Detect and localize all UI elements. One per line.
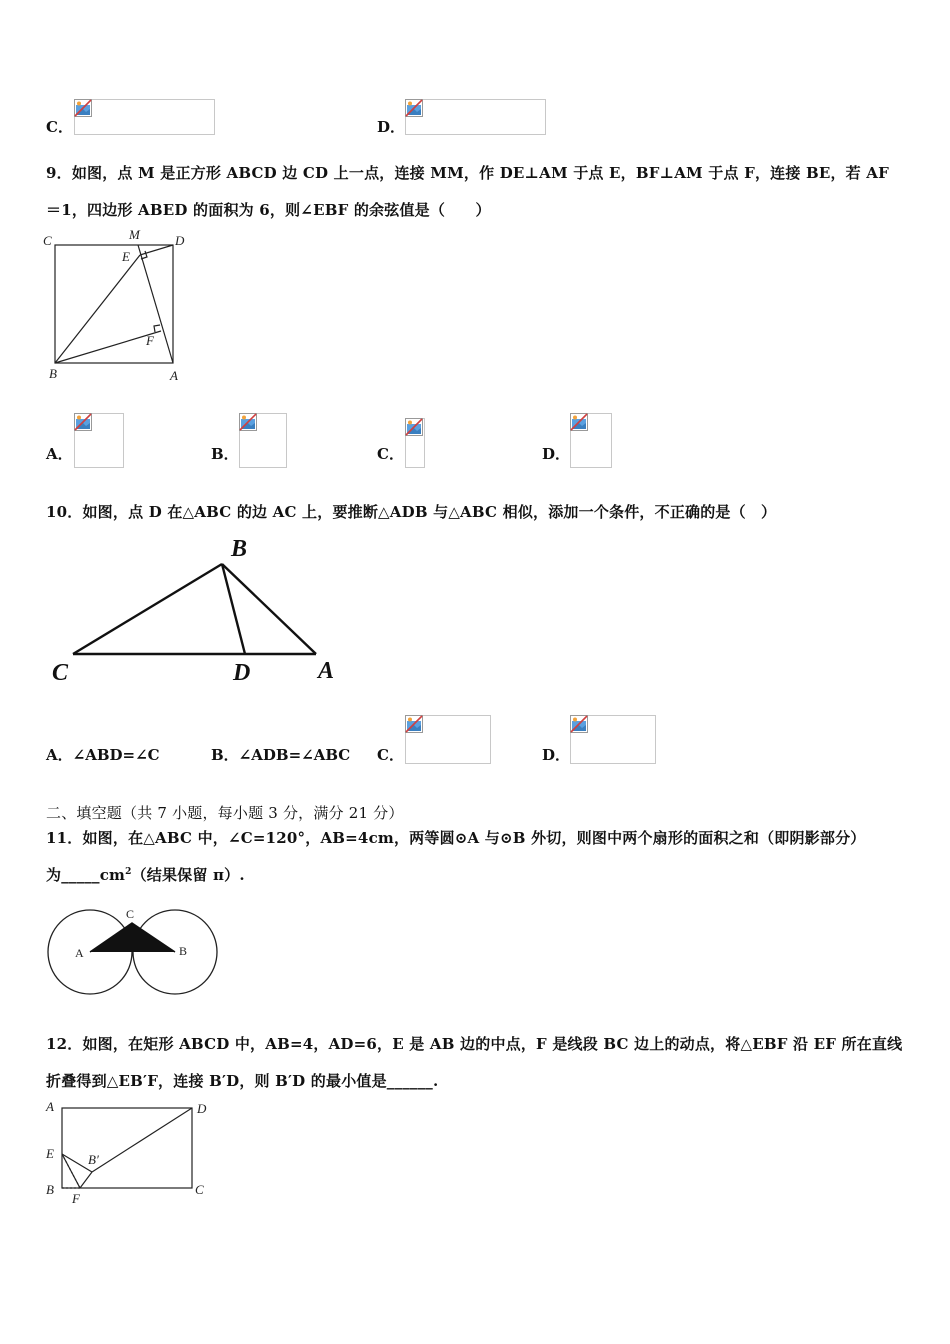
q10-option-c-label: C． bbox=[377, 746, 404, 764]
q11-label-a: A bbox=[75, 946, 84, 960]
q12-question-line1: 12．如图，在矩形 ABCD 中，AB=4，AD=6，E 是 AB 边的中点，F 是线段 BC 边上的动点，将△EBF 沿 EF 所在直线 bbox=[46, 1035, 903, 1053]
broken-image-icon bbox=[405, 715, 423, 733]
q10-option-d-image bbox=[570, 715, 656, 764]
q10-label-d: D bbox=[233, 660, 251, 686]
q9-line-de bbox=[140, 245, 173, 255]
q9-label-e: E bbox=[122, 249, 130, 264]
q9-label-m: M bbox=[129, 228, 140, 242]
q11-line2-prefix: 为 bbox=[46, 866, 62, 884]
q10-option-c-image bbox=[405, 715, 491, 764]
q12-label-c: C bbox=[195, 1182, 204, 1197]
q12-line-b-prime-d bbox=[92, 1108, 192, 1172]
broken-image-icon bbox=[74, 99, 92, 117]
q9-line-am bbox=[138, 245, 173, 363]
q9-label-d: D bbox=[175, 233, 185, 248]
q11-unit-superscript: 2 bbox=[125, 867, 132, 877]
q9-option-b-label: B． bbox=[211, 445, 239, 463]
broken-image-icon bbox=[74, 413, 92, 431]
q9-label-f: F bbox=[146, 333, 154, 348]
q9-figure bbox=[40, 228, 200, 388]
q9-option-d-label: D． bbox=[542, 445, 571, 463]
broken-image-icon bbox=[570, 413, 588, 431]
q9-option-a-label: A． bbox=[46, 445, 73, 463]
q9-option-b-image bbox=[239, 413, 287, 468]
q11-unit: cm bbox=[99, 866, 126, 884]
q10-line-bd bbox=[222, 564, 245, 654]
q8-option-d-label: D． bbox=[377, 118, 406, 136]
q12-label-b: B bbox=[46, 1182, 54, 1197]
q9-option-d-image bbox=[570, 413, 612, 468]
broken-image-icon bbox=[405, 99, 423, 117]
broken-image-icon bbox=[570, 715, 588, 733]
q12-label-e: E bbox=[46, 1146, 54, 1161]
section2-heading: 二、填空题（共 7 小题，每小题 3 分，满分 21 分） bbox=[46, 804, 404, 822]
q11-label-c: C bbox=[126, 907, 135, 921]
q8-option-d-image bbox=[405, 99, 546, 135]
q12-label-d: D bbox=[197, 1101, 207, 1116]
q9-line-be bbox=[55, 255, 140, 363]
q12-label-f: F bbox=[72, 1191, 80, 1206]
q9-option-c-image bbox=[405, 418, 425, 468]
q8-option-c-image bbox=[74, 99, 215, 135]
q10-line-cb bbox=[73, 564, 222, 654]
q11-answer-blank: _____ bbox=[61, 866, 100, 884]
q10-line-ba bbox=[222, 564, 316, 654]
q10-question-line1: 10．如图，点 D 在△ABC 的边 AC 上，要推断△ADB 与△ABC 相似，添加一个条件，不正确的是（ ） bbox=[46, 503, 777, 521]
q12-label-a: A bbox=[46, 1099, 54, 1114]
q10-label-a: A bbox=[318, 658, 335, 684]
q10-option-a: A．∠ABD=∠C bbox=[46, 746, 160, 764]
q9-option-c-label: C． bbox=[377, 445, 404, 463]
q10-figure bbox=[40, 530, 360, 690]
q11-question-line1: 11．如图，在△ABC 中，∠C=120°，AB=4cm，两等圆⊙A 与⊙B 外切，则图中两个扇形的面积之和（即阴影部分） bbox=[46, 829, 866, 847]
q9-option-a-image bbox=[74, 413, 124, 468]
q9-label-c: C bbox=[43, 233, 52, 248]
broken-image-icon bbox=[405, 418, 423, 436]
q12-figure bbox=[40, 1096, 220, 1208]
q11-triangle bbox=[90, 923, 175, 952]
q12-line-b-prime-f bbox=[80, 1172, 92, 1188]
q12-label-b-prime: B′ bbox=[88, 1152, 99, 1167]
q9-label-a: A bbox=[170, 368, 178, 383]
q11-figure bbox=[40, 900, 230, 1006]
q10-option-b: B．∠ADB=∠ABC bbox=[211, 746, 351, 764]
q9-question-line2: ＝1，四边形 ABED 的面积为 6，则∠EBF 的余弦值是（ ） bbox=[46, 201, 491, 219]
broken-image-icon bbox=[239, 413, 257, 431]
q10-label-b: B bbox=[231, 536, 248, 562]
q9-label-b: B bbox=[49, 366, 57, 381]
q12-question-line2: 折叠得到△EB′F，连接 B′D，则 B′D 的最小值是______. bbox=[46, 1072, 439, 1090]
q11-line2-suffix: （结果保留 π）. bbox=[131, 866, 245, 884]
q8-option-c-label: C． bbox=[46, 118, 73, 136]
q10-option-d-label: D． bbox=[542, 746, 571, 764]
q11-question-line2 bbox=[46, 864, 245, 885]
q11-label-b: B bbox=[179, 944, 188, 958]
q9-question-line1: 9．如图，点 M 是正方形 ABCD 边 CD 上一点，连接 MM，作 DE⊥AM 于点 E，BF⊥AM 于点 F，连接 BE，若 AF bbox=[46, 164, 889, 182]
q10-label-c: C bbox=[52, 660, 69, 686]
